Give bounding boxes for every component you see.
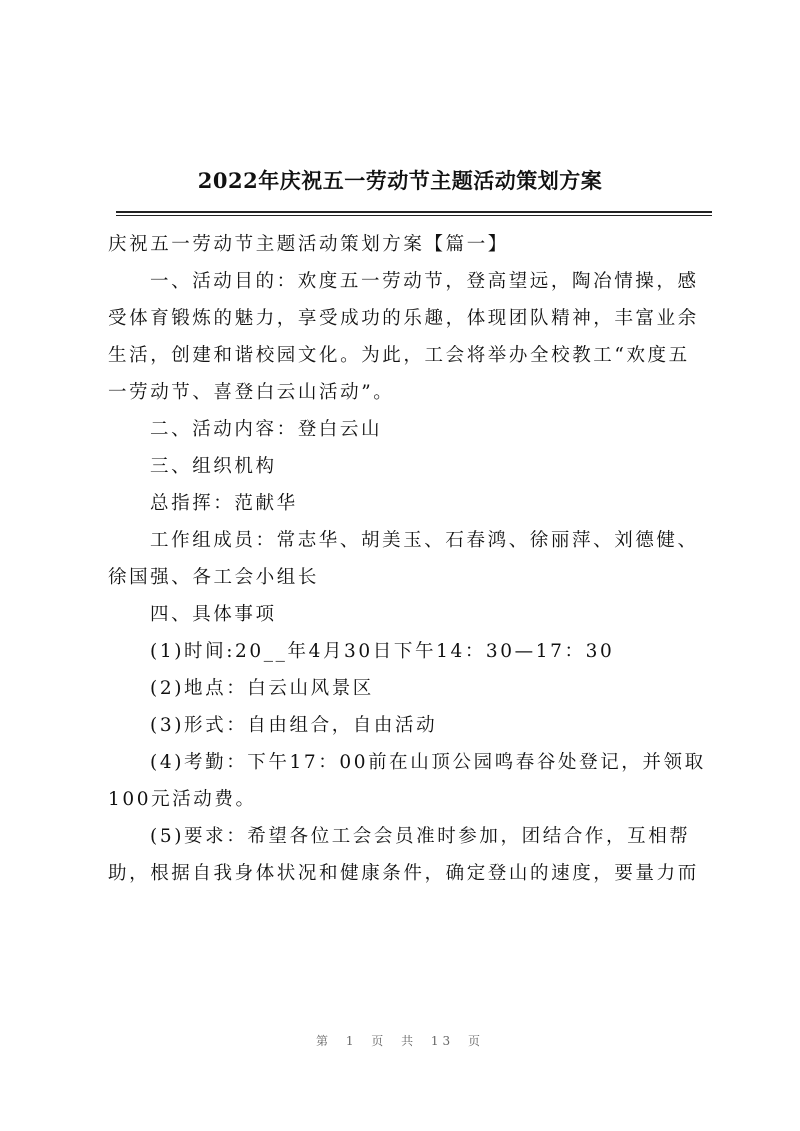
paragraph-requirements: (5)要求：希望各位工会会员准时参加，团结合作，互相帮助，根据自我身体状况和健康条件，确定登山的速度，要量力而 [108, 826, 699, 884]
paragraph-location: (2)地点：白云山风景区 [150, 678, 374, 699]
paragraph-time: (1)时间:20__年4月30日下午14：30—17：30 [150, 641, 615, 662]
paragraph-format: (3)形式：自由组合，自由活动 [150, 715, 438, 736]
paragraph-members: 工作组成员：常志华、胡美玉、石春鸿、徐丽萍、刘德健、徐国强、各工会小组长 [108, 530, 699, 588]
paragraph-commander: 总指挥：范献华 [150, 493, 298, 514]
paragraph-organization: 三、组织机构 [150, 456, 277, 477]
paragraph-details: 四、具体事项 [150, 604, 277, 625]
paragraph-content: 二、活动内容：登白云山 [150, 419, 383, 440]
document-body [108, 226, 708, 892]
document-title: 2022年庆祝五一劳动节主题活动策划方案 [197, 168, 603, 193]
page-number-footer: 第 1 页 共 13 页 [316, 1034, 484, 1048]
section-heading: 庆祝五一劳动节主题活动策划方案【篇一】 [108, 234, 509, 255]
title-divider [116, 211, 712, 216]
paragraph-attendance: (4)考勤：下午17：00前在山顶公园鸣春谷处登记，并领取100元活动费。 [108, 752, 706, 810]
paragraph-purpose: 一、活动目的：欢度五一劳动节，登高望远，陶冶情操，感受体育锻炼的魅力，享受成功的乐趣，体现团队精神，丰富业余生活，创建和谐校园文化。为此，工会将举办全校教工“欢度五一劳动节、喜登白云山活动”。 [108, 271, 699, 403]
